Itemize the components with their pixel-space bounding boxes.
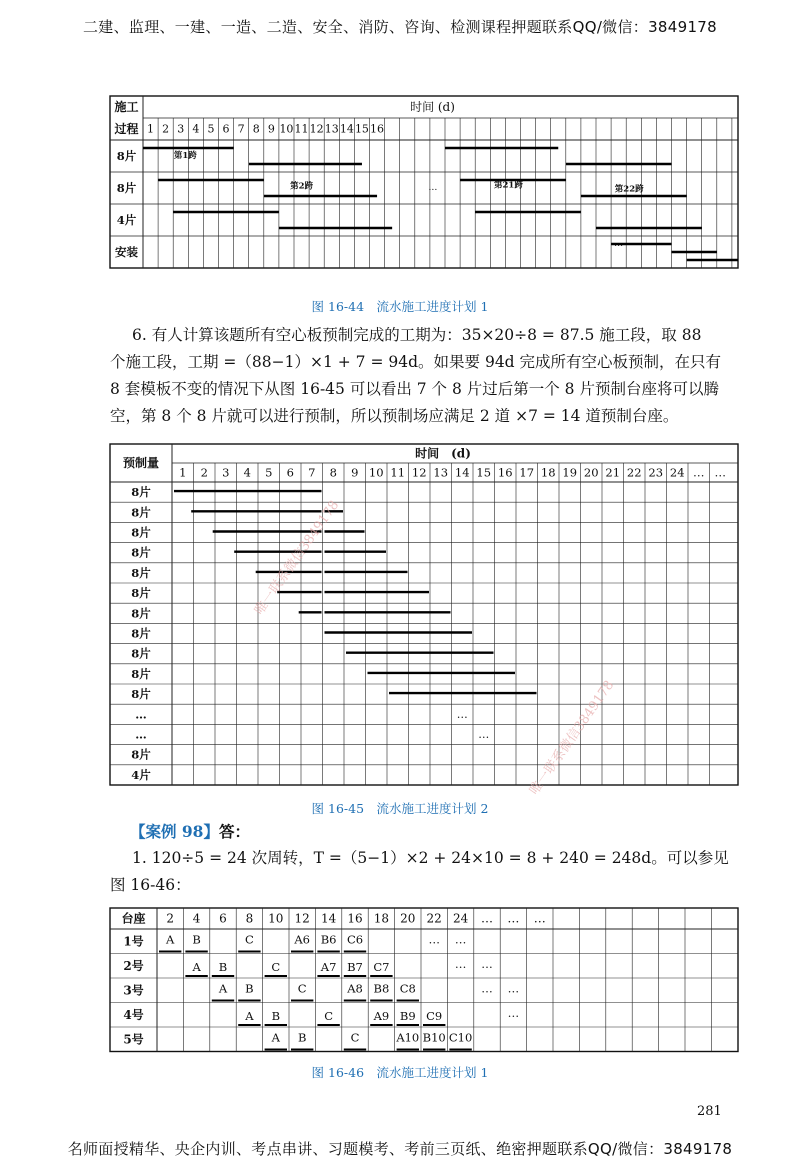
column-label: 2 (166, 911, 175, 926)
day-label: 20 (583, 465, 599, 480)
column-label: 6 (219, 911, 227, 926)
day-label: … (693, 465, 705, 480)
ellipsis-mark: … (481, 981, 493, 996)
row-label: 1号 (123, 934, 144, 949)
day-label: 6 (222, 122, 230, 136)
bottom-banner: 名师面授精华、央企内训、考点串讲、习题模考、考前三页纸、绝密押题联系QQ/微信：3849178 (67, 1140, 733, 1158)
row-label: 安装 (115, 245, 138, 259)
task-label: A9 (373, 1008, 390, 1023)
corner-label: 台座 (121, 911, 146, 926)
corner-label-1: 施工 (114, 100, 139, 114)
case98-bracket: 【案例 98】 (130, 822, 219, 841)
column-label: 10 (268, 911, 284, 926)
row-label: … (135, 727, 147, 742)
ellipsis-mark: … (507, 1005, 520, 1020)
task-label: A6 (294, 932, 311, 947)
task-label: C (350, 1030, 360, 1045)
day-label: 21 (605, 465, 621, 480)
row-label: 8片 (116, 181, 137, 195)
day-label: 12 (411, 465, 427, 480)
column-label: 4 (192, 911, 201, 926)
task-label: C7 (373, 959, 390, 974)
day-label: 7 (308, 465, 316, 480)
row-label: 4片 (131, 767, 151, 782)
ellipsis-mark: … (507, 981, 520, 996)
day-label: 4 (192, 122, 200, 136)
case98-line1: 1. 120÷5 = 24 次周转，T =（5−1）×2 + 24×10 = 8 + 240 = 248d。可以参见 (132, 849, 729, 867)
day-label: 8 (329, 465, 337, 480)
span-label: 第2跨 (290, 181, 314, 192)
ellipsis-mark: … (478, 728, 490, 741)
day-label: 9 (267, 122, 275, 136)
ellipsis-mark: … (428, 932, 440, 947)
task-label: B10 (422, 1030, 446, 1045)
task-label: C6 (346, 932, 364, 947)
task-label: C9 (426, 1008, 443, 1023)
figure-16-45-caption: 图 16-45 流水施工进度计划 2 (311, 801, 489, 816)
column-label: 22 (426, 911, 442, 926)
row-label: 8片 (131, 666, 151, 681)
column-label: … (533, 911, 546, 926)
span-label: 第21跨 (493, 180, 523, 191)
row-label: 8片 (131, 747, 151, 762)
column-label: 24 (452, 911, 469, 926)
row-label: … (135, 707, 147, 722)
column-label: … (481, 911, 493, 926)
day-label: 15 (354, 122, 369, 136)
column-label: 14 (320, 911, 337, 926)
row-label: 8片 (131, 565, 151, 580)
row-label: 8片 (131, 485, 151, 500)
day-label: 3 (177, 122, 185, 136)
table-border (110, 444, 738, 785)
column-label: 12 (294, 911, 310, 926)
task-label: C (297, 981, 307, 996)
day-label: 17 (519, 465, 535, 480)
task-label: B (297, 1030, 307, 1045)
task-label: C10 (448, 1030, 473, 1045)
ellipsis-label: … (428, 183, 438, 193)
para6-line1: 6. 有人计算该题所有空心板预制完成的工期为：35×20÷8 = 87.5 施工段，取 88 (132, 326, 702, 344)
ellipsis-mark: … (481, 956, 493, 971)
row-label: 4片 (116, 213, 137, 227)
day-label: 23 (648, 465, 664, 480)
day-label: … (714, 465, 726, 480)
task-label: B6 (320, 932, 337, 947)
task-label: A (192, 959, 201, 974)
column-label: 16 (347, 911, 363, 926)
row-label: 8片 (131, 606, 151, 621)
row-label: 8片 (131, 505, 151, 520)
ellipsis-mark: … (454, 956, 467, 971)
task-label: A (166, 932, 175, 947)
para6-line4: 空，第 8 个 8 片就可以进行预制，所以预制场应满足 2 道 ×7 = 14 道预制台座。 (110, 407, 679, 425)
column-label: 20 (400, 911, 416, 926)
task-label: A (218, 981, 228, 996)
row-label: 8片 (131, 687, 151, 702)
day-label: 6 (286, 465, 294, 480)
day-label: 2 (200, 465, 208, 480)
day-label: 13 (433, 465, 449, 480)
row-label: 8片 (131, 586, 151, 601)
task-label: C8 (399, 981, 416, 996)
column-label: 18 (373, 911, 390, 926)
day-label: 22 (626, 465, 642, 480)
span-label: 第1跨 (173, 151, 197, 161)
ellipsis-mark: … (456, 707, 468, 721)
task-label: C (271, 959, 281, 974)
task-label: A10 (396, 1030, 420, 1045)
case98-line2: 图 16-46： (110, 876, 191, 894)
day-label: 16 (370, 122, 385, 136)
row-label: 8片 (116, 149, 137, 163)
row-label: 3号 (123, 983, 144, 998)
figure-16-46 (0, 900, 800, 1060)
watermark-text: 唯一联系微信3849178 (252, 498, 343, 618)
task-label: B (245, 981, 254, 996)
corner-label: 预制量 (122, 456, 160, 470)
task-label: B (271, 1008, 281, 1023)
row-label: 8片 (131, 646, 151, 661)
corner-label-2: 过程 (114, 122, 139, 136)
day-label: 11 (294, 122, 309, 136)
day-label: 5 (207, 122, 215, 136)
day-label: 18 (540, 465, 556, 480)
day-label: 10 (368, 465, 384, 480)
day-label: 16 (497, 465, 513, 480)
day-label: 12 (309, 122, 324, 136)
page-number: 281 (697, 1104, 722, 1119)
task-label: B (192, 932, 201, 947)
day-label: 5 (265, 465, 273, 480)
day-label: 13 (324, 122, 339, 136)
row-label: 8片 (131, 525, 151, 540)
row-label: 8片 (131, 545, 151, 560)
row-label: 5号 (123, 1032, 144, 1047)
day-label: 1 (179, 465, 187, 480)
figure-16-46-caption: 图 16-46 流水施工进度计划 1 (311, 1065, 489, 1080)
day-label: 24 (669, 465, 685, 480)
ellipsis-label: … (614, 239, 624, 249)
day-label: 8 (252, 122, 260, 136)
day-label: 1 (147, 122, 155, 136)
para6-line2: 个施工段，工期 =（88−1）×1 + 7 = 94d。如果要 94d 完成所有空心板预制，在只有 (110, 353, 722, 371)
task-label: B9 (399, 1008, 416, 1023)
day-label: 15 (476, 465, 492, 480)
day-label: 4 (243, 465, 251, 480)
day-label: 7 (237, 122, 245, 136)
task-label: C (324, 1008, 334, 1023)
figure-16-45 (0, 440, 800, 800)
row-label: 2号 (123, 958, 144, 973)
day-label: 3 (222, 465, 230, 480)
case98-heading (130, 818, 250, 845)
task-label: A8 (347, 981, 363, 996)
time-header: 时间 (d) (410, 100, 455, 114)
case98-answer: 答： (218, 822, 250, 841)
task-label: A (245, 1008, 254, 1023)
day-label: 10 (279, 122, 294, 136)
figure-16-44 (0, 0, 800, 320)
table-border (110, 96, 738, 268)
span-label: 第22跨 (614, 184, 644, 195)
para6-line3: 8 套模板不变的情况下从图 16-45 可以看出 7 个 8 片过后第一个 8 片预制台座将可以腾 (110, 380, 719, 398)
row-label: 4号 (123, 1007, 144, 1022)
task-label: A (271, 1030, 280, 1045)
day-label: 14 (339, 122, 354, 136)
figure-16-44-caption: 图 16-44 流水施工进度计划 1 (311, 299, 489, 314)
watermark-text: 唯一联系微信3849178 (527, 678, 618, 798)
task-label: A7 (320, 959, 337, 974)
time-header: 时间 (d) (415, 446, 471, 461)
task-label: B7 (347, 959, 363, 974)
top-banner: 二建、监理、一建、一造、二造、安全、消防、咨询、检测课程押题联系QQ/微信：3849178 (83, 18, 717, 36)
day-label: 11 (390, 465, 406, 480)
task-label: B (218, 959, 228, 974)
day-label: 2 (162, 122, 170, 136)
ellipsis-mark: … (454, 932, 467, 947)
row-label: 8片 (131, 626, 151, 641)
task-label: B8 (373, 981, 390, 996)
day-label: 14 (454, 465, 470, 480)
day-label: 19 (562, 465, 578, 480)
task-label: C (244, 932, 254, 947)
column-label: 8 (245, 911, 254, 926)
column-label: … (507, 911, 520, 926)
day-label: 9 (351, 465, 359, 480)
